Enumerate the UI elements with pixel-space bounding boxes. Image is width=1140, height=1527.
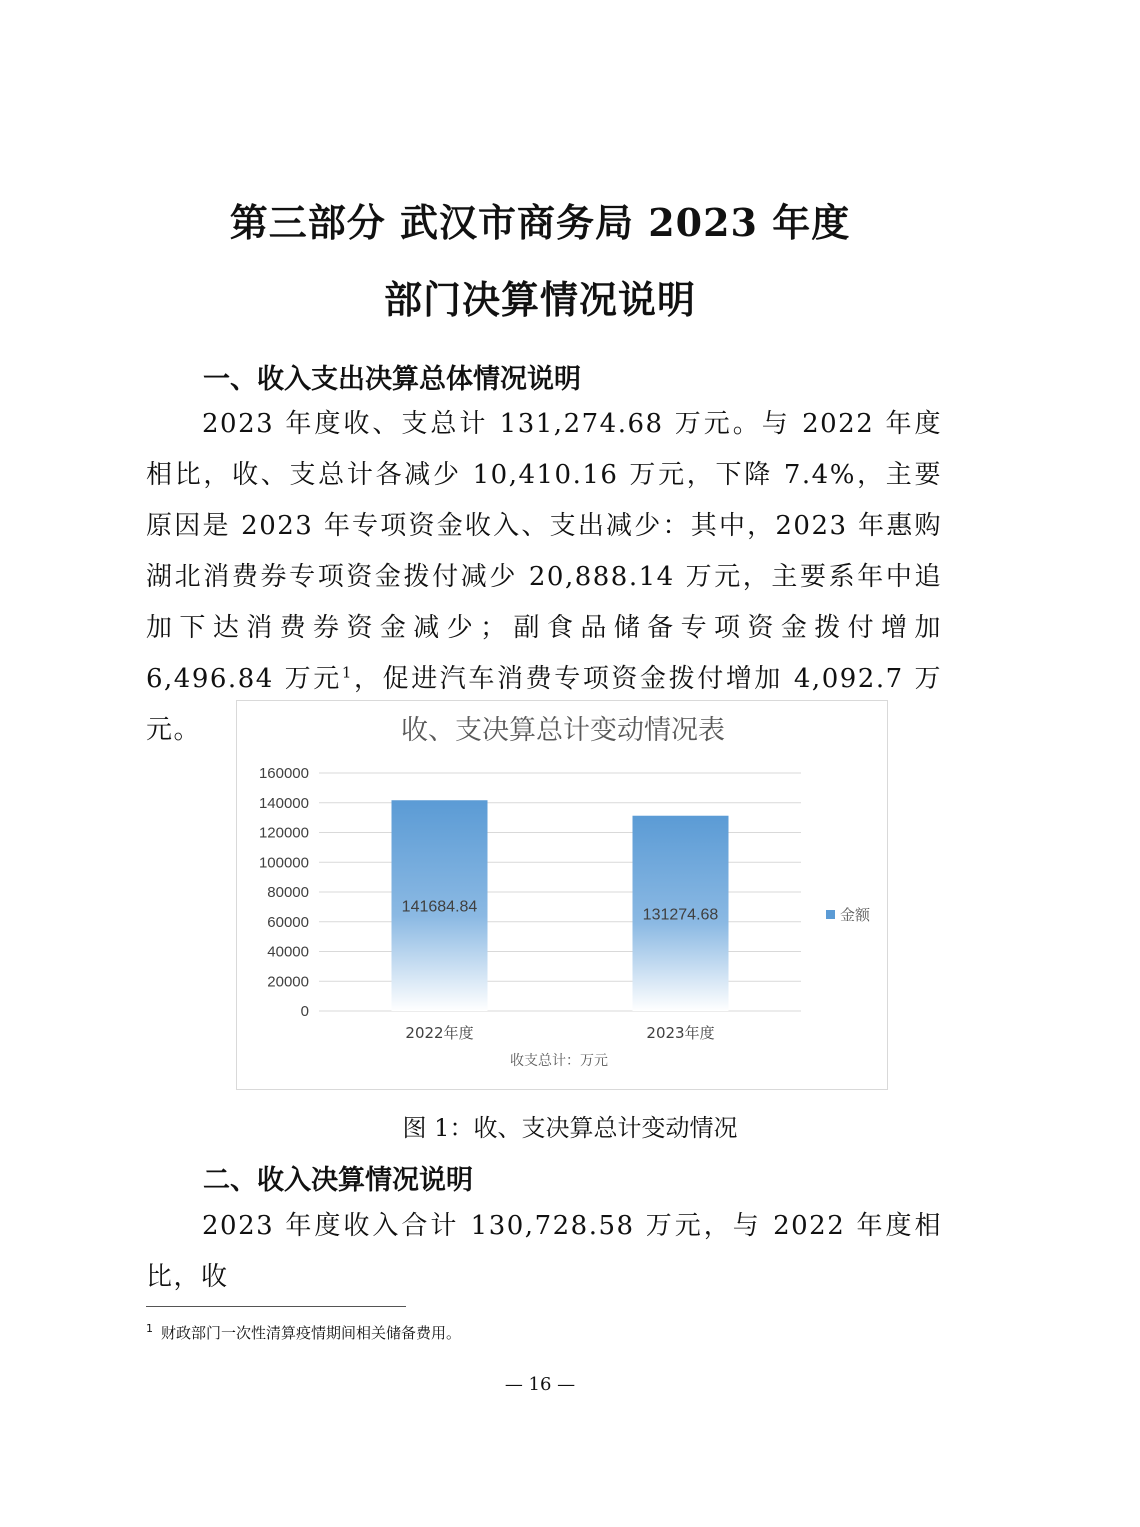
y-tick-label: 60000 [267,913,309,931]
bar-chart [237,701,889,1091]
y-tick-label: 160000 [258,765,309,782]
y-tick-label: 40000 [267,943,309,961]
y-tick-label: 140000 [258,794,309,812]
y-tick-label: 0 [300,1003,309,1020]
page-number: — 16 — [504,1374,576,1395]
chart-title: 收、支决算总计变动情况表 [401,715,725,746]
chart-container [236,700,888,1090]
footnote [146,1322,461,1343]
y-tick-label: 120000 [258,824,309,842]
document-title-line-1: 第三部分 武汉市商务局 2023 年度 [229,200,851,245]
x-tick-label: 2023年度 [646,1024,715,1042]
y-tick-label: 80000 [267,884,309,901]
section-1-heading: 一、收入支出决算总体情况说明 [203,364,581,395]
paragraph-text-before-note: 2023 年度收、支总计 131,274.68 万元。与 2022 年度相比，收、支总计各减少 10,410.16 万元，下降 7.4%，主要原因是 2023 年专项资金收入、支出减少：其中，2023 年惠购湖北消费券专项资金拨付减少 20,888.14 万元，主要系年中追加下达消费券资金减少；副食品储备专项资金拨付增加 6,496.84 万元 [146,409,942,694]
x-tick-label: 2022年度 [405,1024,474,1042]
paragraph-text-after-note: ，促进汽车消费专项资金拨付增加 4,092.7 万元。 [146,664,942,745]
document-title-line-2: 部门决算情况说明 [383,277,696,322]
section-2-heading: 二、收入决算情况说明 [203,1165,473,1196]
section-2-paragraph: 2023 年度收入合计 130,728.58 万元，与 2022 年度相比，收 [146,1211,942,1292]
x-axis-label: 收支总计：万元 [510,1053,608,1069]
footnote-separator [146,1306,406,1307]
y-tick-label: 100000 [258,854,309,872]
legend-label: 金额 [840,906,871,924]
legend-swatch [826,910,835,919]
data-label: 141684.84 [401,898,478,916]
data-label: 131274.68 [642,906,719,924]
footnote-text: 财政部门一次性清算疫情期间相关储备费用。 [161,1324,462,1342]
y-tick-label: 20000 [267,973,309,991]
footnote-reference[interactable]: 1 [341,663,353,682]
footnote-mark: 1 [146,1322,153,1335]
figure-caption: 图 1：收、支决算总计变动情况 [402,1114,738,1142]
